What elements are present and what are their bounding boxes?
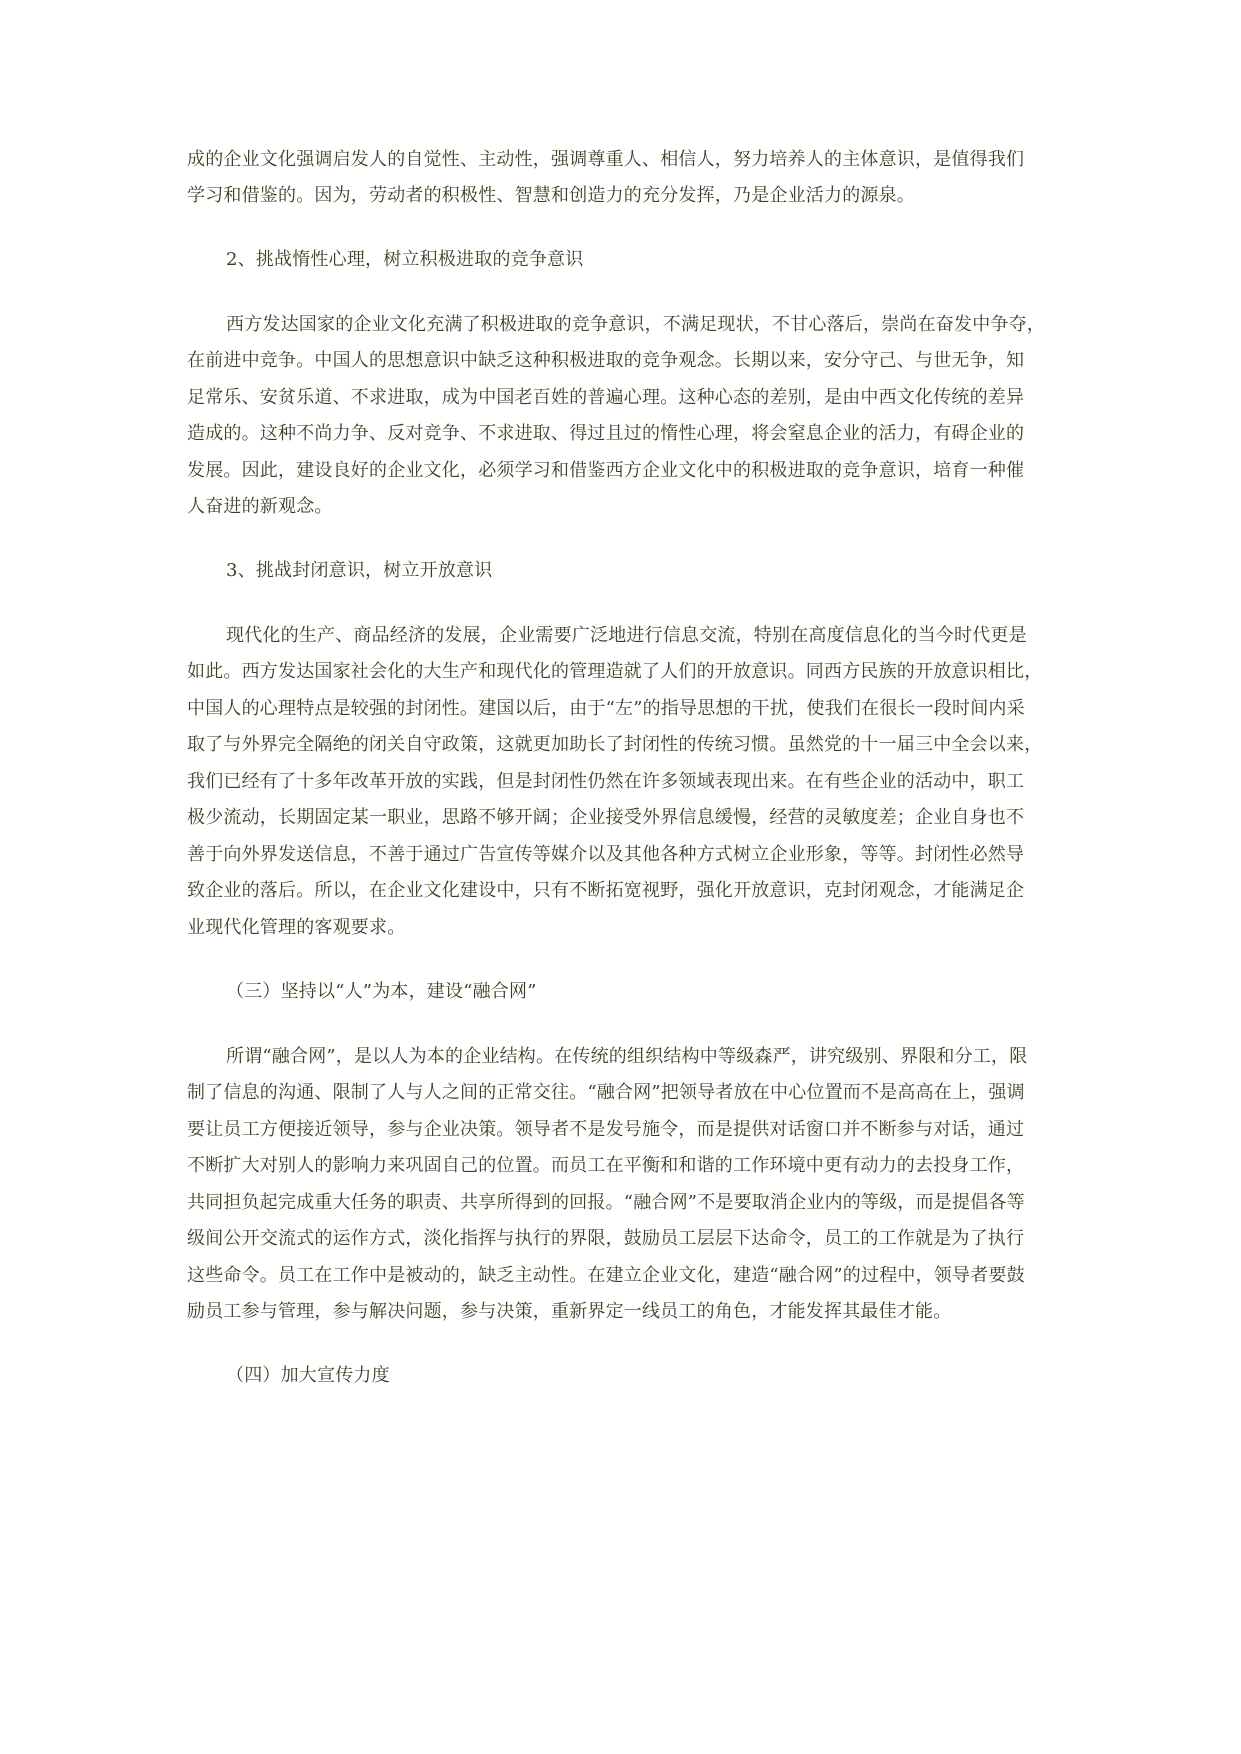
text-line: 业现代化管理的客观要求。 xyxy=(187,917,406,938)
text-line: 在前进中竞争。中国人的思想意识中缺乏这种积极进取的竞争观念。长期以来，安分守己、与世无争，知 xyxy=(187,350,1025,371)
text-line: 致企业的落后。所以，在企业文化建设中，只有不断拓宽视野，强化开放意识，克封闭观念，才能满足企 xyxy=(187,880,1025,901)
text-line: 不断扩大对别人的影响力来巩固自己的位置。而员工在平衡和和谐的工作环境中更有动力的去投身工作， xyxy=(187,1155,1025,1176)
text-line: 我们已经有了十多年改革开放的实践，但是封闭性仍然在许多领域表现出来。在有些企业的活动中，职工 xyxy=(187,771,1025,792)
text-line: 要让员工方便接近领导，参与企业决策。领导者不是发号施令，而是提供对话窗口并不断参与对话，通过 xyxy=(187,1119,1025,1140)
section-heading: （四）加大宣传力度 xyxy=(226,1365,390,1386)
text-line: 学习和借鉴的。因为，劳动者的积极性、智慧和创造力的充分发挥，乃是企业活力的源泉。 xyxy=(187,185,915,206)
section-heading: （三）坚持以“人”为本，建设“融合网” xyxy=(226,981,537,1002)
text-line: 制了信息的沟通、限制了人与人之间的正常交往。“融合网”把领导者放在中心位置而不是高高在上，强调 xyxy=(187,1082,1025,1103)
text-line: 成的企业文化强调启发人的自觉性、主动性，强调尊重人、相信人，努力培养人的主体意识，是值得我们 xyxy=(187,149,1025,170)
text-line: 足常乐、安贫乐道、不求进取，成为中国老百姓的普遍心理。这种心态的差别，是由中西文化传统的差异 xyxy=(187,387,1025,408)
text-line: 造成的。这种不尚力争、反对竞争、不求进取、得过且过的惰性心理，将会窒息企业的活力，有碍企业的 xyxy=(187,423,1025,444)
text-line: 善于向外界发送信息，不善于通过广告宣传等媒介以及其他各种方式树立企业形象，等等。封闭性必然导 xyxy=(187,844,1025,865)
text-line: 人奋进的新观念。 xyxy=(187,496,333,517)
text-line: 取了与外界完全隔绝的闭关自守政策，这就更加助长了封闭性的传统习惯。虽然党的十一届三中全会以来， xyxy=(187,734,1043,755)
section-heading: 3、挑战封闭意识，树立开放意识 xyxy=(226,560,493,581)
text-line: 所谓“融合网”，是以人为本的企业结构。在传统的组织结构中等级森严，讲究级别、界限和分工，限 xyxy=(226,1046,1028,1067)
text-line: 如此。西方发达国家社会化的大生产和现代化的管理造就了人们的开放意识。同西方民族的开放意识相比， xyxy=(187,661,1043,682)
text-line: 西方发达国家的企业文化充满了积极进取的竞争意识，不满足现状，不甘心落后，崇尚在奋发中争夺， xyxy=(226,314,1045,335)
text-line: 共同担负起完成重大任务的职责、共享所得到的回报。“融合网”不是要取消企业内的等级，而是提倡各等 xyxy=(187,1192,1025,1213)
section-heading: 2、挑战惰性心理，树立积极进取的竞争意识 xyxy=(226,249,584,270)
text-line: 发展。因此，建设良好的企业文化，必须学习和借鉴西方企业文化中的积极进取的竞争意识，培育一种催 xyxy=(187,460,1025,481)
text-line: 现代化的生产、商品经济的发展，企业需要广泛地进行信息交流，特别在高度信息化的当今时代更是 xyxy=(226,625,1027,646)
text-line: 极少流动，长期固定某一职业，思路不够开阔；企业接受外界信息缓慢，经营的灵敏度差；企业自身也不 xyxy=(187,807,1025,828)
text-line: 励员工参与管理，参与解决问题，参与决策，重新界定一线员工的角色，才能发挥其最佳才能。 xyxy=(187,1301,952,1322)
text-line: 这些命令。员工在工作中是被动的，缺乏主动性。在建立企业文化，建造“融合网”的过程中，领导者要鼓 xyxy=(187,1265,1025,1286)
text-line: 级间公开交流式的运作方式，淡化指挥与执行的界限，鼓励员工层层下达命令，员工的工作就是为了执行 xyxy=(187,1228,1025,1249)
text-line: 中国人的心理特点是较强的封闭性。建国以后，由于“左”的指导思想的干扰，使我们在很长一段时间内采 xyxy=(187,698,1025,719)
